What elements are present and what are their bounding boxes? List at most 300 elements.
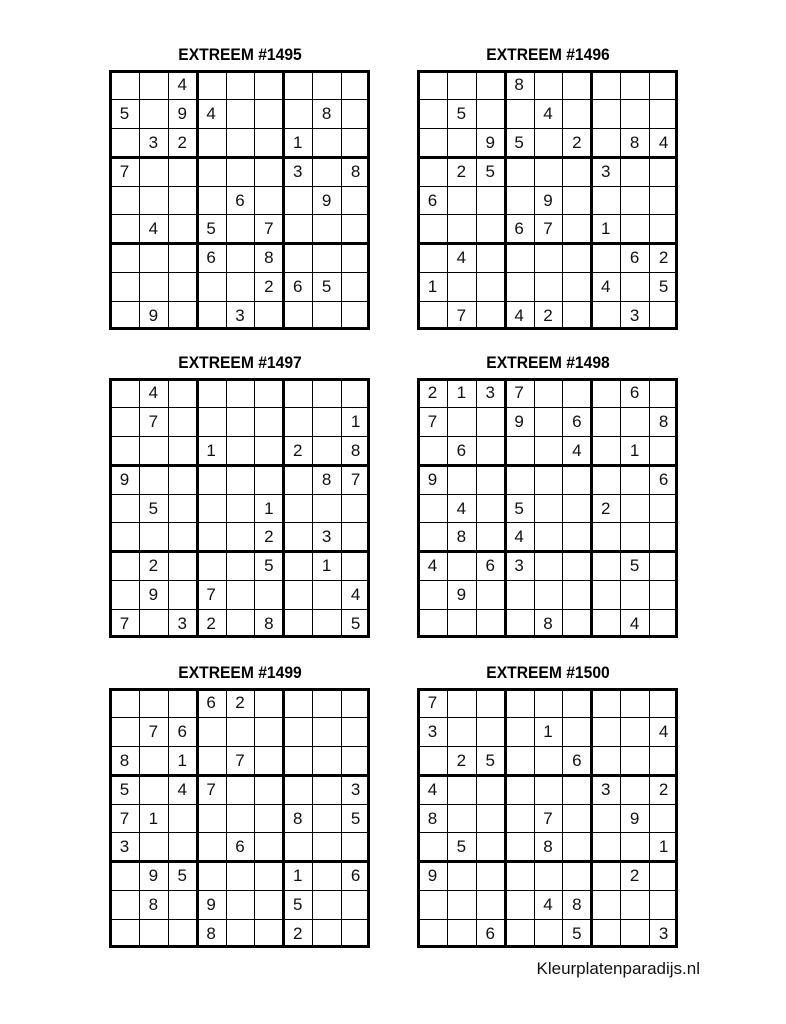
sudoku-cell: 5 bbox=[629, 556, 640, 576]
sudoku-cell bbox=[505, 99, 534, 128]
sudoku-cell bbox=[139, 775, 168, 804]
sudoku-cell: 2 bbox=[601, 498, 611, 518]
sudoku-cell bbox=[110, 890, 139, 919]
sudoku-cell bbox=[447, 407, 476, 436]
sudoku-cell bbox=[226, 775, 255, 804]
sudoku-cell bbox=[562, 70, 591, 99]
sudoku-cell: 6 bbox=[177, 721, 187, 741]
sudoku-cell bbox=[254, 465, 283, 494]
sudoku-cell: 6 bbox=[293, 277, 303, 297]
sudoku-cell bbox=[341, 186, 370, 215]
sudoku-cell: 3 bbox=[485, 383, 495, 402]
site-name: Kleurplatenparadijs.nl bbox=[536, 959, 700, 978]
sudoku-cell bbox=[254, 746, 283, 775]
sudoku-cell bbox=[476, 301, 505, 330]
sudoku-cell bbox=[505, 775, 534, 804]
sudoku-cell bbox=[418, 214, 447, 243]
sudoku-cell bbox=[562, 717, 591, 746]
sudoku-cell bbox=[254, 804, 283, 833]
sudoku-cell bbox=[476, 804, 505, 833]
sudoku-cell: 6 bbox=[456, 440, 467, 460]
sudoku-cell bbox=[534, 688, 563, 717]
sudoku-cell bbox=[591, 832, 620, 861]
sudoku-cell: 8 bbox=[350, 440, 361, 460]
sudoku-cell bbox=[476, 522, 505, 551]
sudoku-cell bbox=[562, 688, 591, 717]
sudoku-cell bbox=[254, 128, 283, 157]
sudoku-cell bbox=[139, 272, 168, 301]
sudoku-cell bbox=[591, 890, 620, 919]
sudoku-cell: 4 bbox=[514, 306, 524, 326]
sudoku-cell bbox=[649, 214, 678, 243]
cell-grid-line bbox=[418, 717, 678, 718]
box-border-line bbox=[110, 156, 370, 159]
sudoku-cell bbox=[620, 775, 649, 804]
sudoku-cell: 1 bbox=[321, 556, 332, 576]
sudoku-cell bbox=[283, 580, 312, 609]
sudoku-cell bbox=[341, 494, 370, 523]
sudoku-cell bbox=[534, 378, 563, 407]
sudoku-cell: 6 bbox=[572, 411, 582, 431]
sudoku-cell: 6 bbox=[485, 556, 495, 576]
cell-grid-line bbox=[110, 214, 370, 215]
sudoku-cell: 5 bbox=[206, 219, 216, 239]
cell-grid-line bbox=[110, 717, 370, 718]
sudoku-cell bbox=[168, 688, 197, 717]
sudoku-cell bbox=[168, 919, 197, 948]
sudoku-cell bbox=[341, 522, 370, 551]
sudoku-cell: 4 bbox=[350, 585, 361, 605]
box-border-line bbox=[110, 327, 370, 330]
sudoku-cell: 1 bbox=[264, 498, 274, 518]
box-border-line bbox=[196, 70, 199, 330]
sudoku-cell: 9 bbox=[177, 103, 187, 123]
cell-grid-line bbox=[110, 580, 370, 581]
cell-grid-line bbox=[534, 688, 535, 948]
sudoku-cell: 7 bbox=[148, 411, 159, 431]
sudoku-cell bbox=[312, 407, 341, 436]
sudoku-cell: 9 bbox=[119, 469, 130, 489]
box-border-line bbox=[367, 688, 370, 948]
sudoku-cell bbox=[168, 832, 197, 861]
sudoku-cell: 2 bbox=[264, 277, 274, 297]
cell-grid-line bbox=[168, 688, 169, 948]
sudoku-cell bbox=[197, 70, 226, 99]
sudoku-cell bbox=[139, 609, 168, 638]
sudoku-cell bbox=[341, 688, 370, 717]
sudoku-cell bbox=[534, 580, 563, 609]
sudoku-cell bbox=[649, 186, 678, 215]
sudoku-cell bbox=[476, 861, 505, 890]
sudoku-cell bbox=[534, 919, 563, 948]
sudoku-cell: 3 bbox=[601, 161, 611, 181]
sudoku-cell bbox=[649, 890, 678, 919]
cell-grid-line bbox=[534, 70, 535, 330]
sudoku-cell bbox=[562, 494, 591, 523]
sudoku-cell bbox=[649, 551, 678, 580]
sudoku-cell bbox=[534, 465, 563, 494]
box-border-line bbox=[110, 378, 370, 381]
sudoku-cell bbox=[254, 580, 283, 609]
sudoku-cell: 8 bbox=[572, 895, 582, 915]
sudoku-cell bbox=[312, 775, 341, 804]
sudoku-cell bbox=[283, 717, 312, 746]
sudoku-cell: 2 bbox=[629, 866, 640, 886]
sudoku-cell: 5 bbox=[321, 277, 332, 297]
sudoku-cell bbox=[254, 775, 283, 804]
sudoku-cell: 5 bbox=[293, 895, 303, 915]
cell-grid-line bbox=[139, 378, 140, 638]
sudoku-cell: 3 bbox=[235, 306, 245, 326]
cell-grid-line bbox=[110, 919, 370, 920]
sudoku-cell bbox=[447, 804, 476, 833]
sudoku-cell: 5 bbox=[485, 161, 495, 181]
box-border-line bbox=[675, 378, 678, 638]
sudoku-cell bbox=[341, 717, 370, 746]
sudoku-cell bbox=[476, 214, 505, 243]
cell-grid-line bbox=[110, 186, 370, 187]
sudoku-cell: 1 bbox=[206, 440, 216, 460]
sudoku-cell bbox=[254, 832, 283, 861]
sudoku-cell: 5 bbox=[350, 808, 361, 828]
sudoku-cell: 5 bbox=[264, 556, 274, 576]
box-border-line bbox=[109, 70, 112, 330]
sudoku-cell: 7 bbox=[119, 808, 130, 828]
box-border-line bbox=[590, 70, 593, 330]
sudoku-cell bbox=[226, 494, 255, 523]
sudoku-cell: 5 bbox=[572, 924, 582, 944]
sudoku-cell: 5 bbox=[177, 866, 187, 886]
sudoku-cell bbox=[418, 157, 447, 186]
sudoku-cell bbox=[226, 609, 255, 638]
sudoku-cell bbox=[591, 522, 620, 551]
sudoku-cell: 6 bbox=[206, 248, 216, 268]
sudoku-cell bbox=[591, 717, 620, 746]
sudoku-cell bbox=[534, 522, 563, 551]
sudoku-cell bbox=[591, 609, 620, 638]
sudoku-cell bbox=[226, 128, 255, 157]
sudoku-cell bbox=[649, 580, 678, 609]
cell-grid-line bbox=[254, 70, 255, 330]
sudoku-cell: 8 bbox=[321, 103, 332, 123]
sudoku-cell bbox=[341, 243, 370, 272]
sudoku-cell bbox=[254, 861, 283, 890]
cell-grid-line bbox=[476, 688, 477, 948]
cell-grid-line bbox=[110, 128, 370, 129]
box-border-line bbox=[418, 635, 678, 638]
sudoku-cell: 1 bbox=[658, 837, 669, 857]
sudoku-cell: 7 bbox=[206, 585, 216, 605]
sudoku-cell: 2 bbox=[293, 924, 303, 944]
sudoku-cell: 7 bbox=[235, 750, 245, 770]
sudoku-cell bbox=[591, 804, 620, 833]
cell-grid-line bbox=[418, 128, 678, 129]
sudoku-cell bbox=[168, 186, 197, 215]
sudoku-cell bbox=[226, 717, 255, 746]
sudoku-cell bbox=[505, 465, 534, 494]
sudoku-cell: 3 bbox=[148, 132, 159, 152]
sudoku-cell: 3 bbox=[321, 527, 332, 547]
sudoku-cell bbox=[591, 919, 620, 948]
sudoku-cell: 4 bbox=[543, 895, 553, 915]
puzzle-title: EXTREEM #1495 bbox=[178, 45, 302, 64]
box-border-line bbox=[417, 70, 420, 330]
cell-grid-line bbox=[418, 186, 678, 187]
sudoku-cell: 2 bbox=[658, 779, 669, 799]
cell-grid-line bbox=[418, 832, 678, 833]
sudoku-cell: 4 bbox=[543, 103, 553, 123]
sudoku-cell bbox=[649, 688, 678, 717]
sudoku-cell bbox=[312, 214, 341, 243]
cell-grid-line bbox=[418, 99, 678, 100]
sudoku-cell: 2 bbox=[572, 132, 582, 152]
sudoku-cell bbox=[562, 99, 591, 128]
sudoku-cell: 9 bbox=[148, 585, 159, 605]
puzzle-title: EXTREEM #1500 bbox=[486, 663, 610, 682]
sudoku-cell bbox=[341, 378, 370, 407]
sudoku-cell bbox=[226, 580, 255, 609]
box-border-line bbox=[418, 774, 678, 777]
sudoku-cell bbox=[447, 775, 476, 804]
sudoku-cell bbox=[312, 301, 341, 330]
sudoku-cell bbox=[312, 919, 341, 948]
sudoku-cell: 6 bbox=[514, 219, 524, 239]
cell-grid-line bbox=[418, 272, 678, 273]
cell-grid-line bbox=[341, 70, 342, 330]
sudoku-cell bbox=[505, 717, 534, 746]
sudoku-cell: 4 bbox=[206, 103, 216, 123]
cell-grid-line bbox=[254, 378, 255, 638]
sudoku-cell: 1 bbox=[543, 721, 553, 741]
sudoku-cell: 8 bbox=[456, 527, 467, 547]
box-border-line bbox=[418, 378, 678, 381]
cell-grid-line bbox=[447, 688, 448, 948]
cell-grid-line bbox=[620, 378, 621, 638]
sudoku-cell bbox=[312, 804, 341, 833]
sudoku-cell bbox=[168, 522, 197, 551]
box-border-line bbox=[417, 688, 420, 948]
sudoku-cell: 4 bbox=[601, 277, 611, 297]
box-border-line bbox=[110, 242, 370, 245]
sudoku-cell: 7 bbox=[427, 693, 438, 712]
sudoku-cell bbox=[476, 243, 505, 272]
sudoku-cell: 4 bbox=[629, 614, 640, 634]
sudoku-cell bbox=[562, 186, 591, 215]
box-border-line bbox=[367, 70, 370, 330]
sudoku-cell: 6 bbox=[629, 383, 640, 402]
sudoku-cell bbox=[197, 832, 226, 861]
box-border-line bbox=[282, 378, 285, 638]
box-border-line bbox=[590, 688, 593, 948]
cell-grid-line bbox=[620, 688, 621, 948]
sudoku-cell bbox=[505, 580, 534, 609]
sudoku-cell bbox=[197, 522, 226, 551]
sudoku-cell: 3 bbox=[427, 721, 438, 741]
sudoku-cell: 1 bbox=[148, 808, 159, 828]
sudoku-cell bbox=[447, 465, 476, 494]
sudoku-cell bbox=[620, 832, 649, 861]
sudoku-cell bbox=[620, 99, 649, 128]
sudoku-cell bbox=[591, 99, 620, 128]
sudoku-cell bbox=[447, 688, 476, 717]
sudoku-cell bbox=[649, 378, 678, 407]
sudoku-cell bbox=[447, 717, 476, 746]
sudoku-cell bbox=[447, 861, 476, 890]
sudoku-cell bbox=[226, 436, 255, 465]
sudoku-cell bbox=[254, 688, 283, 717]
sudoku-cell bbox=[649, 804, 678, 833]
sudoku-cell: 8 bbox=[321, 469, 332, 489]
sudoku-cell bbox=[226, 214, 255, 243]
cell-grid-line bbox=[341, 688, 342, 948]
sudoku-cell bbox=[283, 775, 312, 804]
cell-grid-line bbox=[562, 688, 563, 948]
sudoku-cell: 8 bbox=[427, 808, 438, 828]
sudoku-cell: 6 bbox=[485, 924, 495, 944]
cell-grid-line bbox=[139, 688, 140, 948]
sudoku-cell: 7 bbox=[427, 411, 438, 431]
sudoku-cell bbox=[476, 775, 505, 804]
sudoku-cell bbox=[341, 746, 370, 775]
cell-grid-line bbox=[110, 522, 370, 523]
sudoku-cell bbox=[562, 804, 591, 833]
cell-grid-line bbox=[418, 214, 678, 215]
cell-grid-line bbox=[110, 746, 370, 747]
box-border-line bbox=[110, 688, 370, 691]
sudoku-cell bbox=[591, 580, 620, 609]
sudoku-cell: 2 bbox=[543, 306, 553, 326]
cell-grid-line bbox=[226, 378, 227, 638]
sudoku-cell: 5 bbox=[514, 132, 524, 152]
sudoku-cell bbox=[562, 775, 591, 804]
sudoku-cell bbox=[139, 157, 168, 186]
sudoku-cell bbox=[197, 407, 226, 436]
sudoku-cell bbox=[110, 214, 139, 243]
sudoku-cell bbox=[226, 99, 255, 128]
sudoku-cell bbox=[312, 494, 341, 523]
sudoku-cell bbox=[197, 272, 226, 301]
sudoku-cell: 2 bbox=[456, 161, 467, 181]
cell-grid-line bbox=[418, 919, 678, 920]
cell-grid-line bbox=[447, 378, 448, 638]
sudoku-cell bbox=[505, 861, 534, 890]
sudoku-cell bbox=[505, 804, 534, 833]
sudoku-cell bbox=[197, 301, 226, 330]
sudoku-cell bbox=[620, 688, 649, 717]
box-border-line bbox=[418, 70, 678, 73]
cell-grid-line bbox=[418, 890, 678, 891]
sudoku-cell bbox=[254, 717, 283, 746]
sudoku-cell bbox=[620, 214, 649, 243]
sudoku-cell bbox=[562, 301, 591, 330]
sudoku-cell bbox=[168, 494, 197, 523]
sudoku-cell bbox=[110, 580, 139, 609]
sudoku-cell bbox=[534, 128, 563, 157]
box-border-line bbox=[110, 774, 370, 777]
sudoku-cell bbox=[139, 919, 168, 948]
sudoku-cell: 2 bbox=[235, 693, 245, 712]
cell-grid-line bbox=[418, 580, 678, 581]
sudoku-cell bbox=[534, 272, 563, 301]
sudoku-cell: 1 bbox=[456, 383, 467, 402]
sudoku-cell: 4 bbox=[572, 440, 582, 460]
sudoku-cell: 7 bbox=[206, 779, 216, 799]
sudoku-cell bbox=[168, 301, 197, 330]
sudoku-cell: 7 bbox=[350, 469, 361, 489]
cell-grid-line bbox=[110, 99, 370, 100]
sudoku-cell: 9 bbox=[148, 866, 159, 886]
sudoku-cell: 4 bbox=[148, 383, 159, 402]
sudoku-cell bbox=[312, 243, 341, 272]
cell-grid-line bbox=[447, 70, 448, 330]
cell-grid-line bbox=[110, 436, 370, 437]
sudoku-cell bbox=[312, 128, 341, 157]
sudoku-cell: 6 bbox=[629, 248, 640, 268]
cell-grid-line bbox=[139, 70, 140, 330]
sudoku-cell bbox=[341, 70, 370, 99]
sudoku-cell: 3 bbox=[177, 614, 187, 634]
sudoku-cell bbox=[591, 301, 620, 330]
box-border-line bbox=[504, 688, 507, 948]
sudoku-cell bbox=[591, 407, 620, 436]
sudoku-cell: 7 bbox=[543, 219, 553, 239]
sudoku-cell bbox=[620, 407, 649, 436]
sudoku-cell bbox=[591, 861, 620, 890]
sudoku-cell bbox=[476, 436, 505, 465]
sudoku-cell: 5 bbox=[658, 277, 669, 297]
sudoku-cell bbox=[110, 494, 139, 523]
sudoku-cell: 3 bbox=[293, 161, 303, 181]
sudoku-cell bbox=[110, 70, 139, 99]
sudoku-cell: 4 bbox=[177, 779, 187, 799]
sudoku-cell bbox=[110, 407, 139, 436]
sudoku-cell: 2 bbox=[148, 556, 159, 576]
sudoku-cell: 6 bbox=[350, 866, 361, 886]
sudoku-cell bbox=[505, 436, 534, 465]
sudoku-cell bbox=[476, 688, 505, 717]
cell-grid-line bbox=[476, 70, 477, 330]
sudoku-cell: 3 bbox=[629, 306, 640, 326]
box-border-line bbox=[109, 688, 112, 948]
sudoku-cell bbox=[110, 378, 139, 407]
sudoku-cell: 4 bbox=[148, 219, 159, 239]
sudoku-cell bbox=[505, 186, 534, 215]
sudoku-cell bbox=[110, 522, 139, 551]
sudoku-cell: 5 bbox=[456, 837, 467, 857]
sudoku-cell: 7 bbox=[119, 161, 130, 181]
sudoku-cell bbox=[620, 157, 649, 186]
sudoku-cell: 4 bbox=[658, 132, 669, 152]
sudoku-cell: 7 bbox=[148, 721, 159, 741]
sudoku-cell bbox=[649, 494, 678, 523]
sudoku-cell bbox=[620, 919, 649, 948]
sudoku-cell bbox=[341, 890, 370, 919]
sudoku-cell bbox=[254, 99, 283, 128]
sudoku-cell bbox=[283, 465, 312, 494]
sudoku-cell: 4 bbox=[427, 779, 438, 799]
cell-grid-line bbox=[312, 378, 313, 638]
sudoku-cell bbox=[591, 688, 620, 717]
sudoku-cell: 5 bbox=[148, 498, 159, 518]
sudoku-cell bbox=[447, 128, 476, 157]
cell-grid-line bbox=[168, 378, 169, 638]
sudoku-cell bbox=[197, 494, 226, 523]
sudoku-cell: 4 bbox=[514, 527, 524, 547]
cell-grid-line bbox=[418, 609, 678, 610]
sudoku-cell bbox=[283, 551, 312, 580]
sudoku-cell bbox=[254, 436, 283, 465]
sudoku-cell bbox=[254, 70, 283, 99]
